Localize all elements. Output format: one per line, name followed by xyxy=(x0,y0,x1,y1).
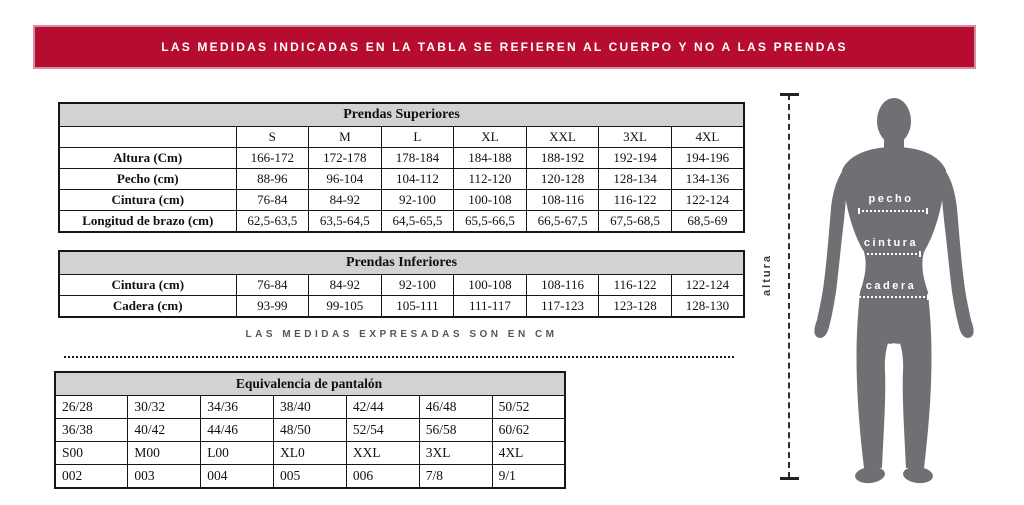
lower-garments-table xyxy=(58,250,745,318)
value-cell: 188-192 xyxy=(526,148,599,169)
value-cell: 134-136 xyxy=(671,169,744,190)
value-cell: XXL xyxy=(346,442,419,465)
table-row xyxy=(55,465,565,489)
value-cell: 194-196 xyxy=(671,148,744,169)
table-row xyxy=(59,103,744,127)
size-header-cell: L xyxy=(381,127,454,148)
value-cell: 30/32 xyxy=(128,396,201,419)
table-row xyxy=(59,190,744,211)
value-cell: 7/8 xyxy=(419,465,492,489)
value-cell: 88-96 xyxy=(236,169,309,190)
cintura-label: cintura xyxy=(863,237,919,249)
value-cell: 128-130 xyxy=(671,296,744,318)
cadera-line-right-tick xyxy=(927,294,929,300)
size-header-cell: XL xyxy=(454,127,527,148)
value-cell: 9/1 xyxy=(492,465,565,489)
value-cell: 122-124 xyxy=(671,275,744,296)
value-cell: 84-92 xyxy=(309,275,382,296)
pecho-line-right-tick xyxy=(926,208,928,214)
table-row xyxy=(55,372,565,396)
value-cell: 92-100 xyxy=(381,190,454,211)
table-row xyxy=(55,396,565,419)
value-cell: 108-116 xyxy=(526,190,599,211)
altura-dimension-line xyxy=(788,94,790,478)
value-cell: 116-122 xyxy=(599,190,672,211)
value-cell: 166-172 xyxy=(236,148,309,169)
value-cell: 26/28 xyxy=(55,396,128,419)
value-cell: 84-92 xyxy=(309,190,382,211)
value-cell: 46/48 xyxy=(419,396,492,419)
body-measurement-figure xyxy=(750,85,1024,505)
row-label-cell: Pecho (cm) xyxy=(59,169,236,190)
value-cell: 66,5-67,5 xyxy=(526,211,599,233)
value-cell: 64,5-65,5 xyxy=(381,211,454,233)
table-row xyxy=(59,251,744,275)
pants-equivalence-table xyxy=(54,371,566,489)
value-cell: 122-124 xyxy=(671,190,744,211)
value-cell: 36/38 xyxy=(55,419,128,442)
row-label-cell: Longitud de brazo (cm) xyxy=(59,211,236,233)
value-cell: 184-188 xyxy=(454,148,527,169)
value-cell: 002 xyxy=(55,465,128,489)
value-cell: 100-108 xyxy=(454,275,527,296)
cintura-line-right-tick xyxy=(919,251,921,257)
value-cell: 38/40 xyxy=(274,396,347,419)
size-header-cell: S xyxy=(236,127,309,148)
value-cell: 111-117 xyxy=(454,296,527,318)
size-header-cell: 3XL xyxy=(599,127,672,148)
value-cell: 172-178 xyxy=(309,148,382,169)
pecho-measure-line xyxy=(858,208,928,214)
value-cell: 123-128 xyxy=(599,296,672,318)
value-cell: 006 xyxy=(346,465,419,489)
value-cell: 117-123 xyxy=(526,296,599,318)
table-row xyxy=(59,211,744,233)
value-cell: 192-194 xyxy=(599,148,672,169)
value-cell: 004 xyxy=(201,465,274,489)
size-header-cell: 4XL xyxy=(671,127,744,148)
row-label-cell: Cadera (cm) xyxy=(59,296,236,318)
value-cell: S00 xyxy=(55,442,128,465)
value-cell: 40/42 xyxy=(128,419,201,442)
table-row xyxy=(59,127,744,148)
value-cell: 3XL xyxy=(419,442,492,465)
upper-garments-table xyxy=(58,102,745,233)
cadera-line-dots xyxy=(855,296,929,298)
value-cell: 120-128 xyxy=(526,169,599,190)
table-row xyxy=(59,296,744,318)
row-label-cell: Cintura (cm) xyxy=(59,190,236,211)
value-cell: 42/44 xyxy=(346,396,419,419)
pecho-label: pecho xyxy=(868,193,914,205)
value-cell: 108-116 xyxy=(526,275,599,296)
value-cell: 003 xyxy=(128,465,201,489)
value-cell: 92-100 xyxy=(381,275,454,296)
value-cell: 116-122 xyxy=(599,275,672,296)
cadera-measure-line xyxy=(855,294,929,300)
table-row xyxy=(59,148,744,169)
altura-dimension-top-cap xyxy=(780,93,799,96)
value-cell: 178-184 xyxy=(381,148,454,169)
warning-banner-text: LAS MEDIDAS INDICADAS EN LA TABLA SE REFIEREN AL CUERPO Y NO A LAS PRENDAS xyxy=(161,40,848,54)
value-cell: 96-104 xyxy=(309,169,382,190)
table-row xyxy=(59,275,744,296)
table-title: Prendas Inferiores xyxy=(59,251,744,275)
size-header-cell: M xyxy=(309,127,382,148)
value-cell: 93-99 xyxy=(236,296,309,318)
size-header-cell: XXL xyxy=(526,127,599,148)
table-title: Prendas Superiores xyxy=(59,103,744,127)
altura-label: altura xyxy=(761,254,773,296)
dotted-divider xyxy=(64,356,734,358)
row-label-cell: Cintura (cm) xyxy=(59,275,236,296)
value-cell: 112-120 xyxy=(454,169,527,190)
altura-dimension-bottom-cap xyxy=(780,477,799,480)
value-cell: 60/62 xyxy=(492,419,565,442)
units-note: LAS MEDIDAS EXPRESADAS SON EN CM xyxy=(245,329,558,340)
value-cell: 76-84 xyxy=(236,190,309,211)
row-label-cell: Altura (Cm) xyxy=(59,148,236,169)
table-title: Equivalencia de pantalón xyxy=(55,372,565,396)
value-cell: 65,5-66,5 xyxy=(454,211,527,233)
value-cell: 67,5-68,5 xyxy=(599,211,672,233)
value-cell: 56/58 xyxy=(419,419,492,442)
value-cell: 48/50 xyxy=(274,419,347,442)
value-cell: 63,5-64,5 xyxy=(309,211,382,233)
value-cell: 4XL xyxy=(492,442,565,465)
value-cell: 100-108 xyxy=(454,190,527,211)
cadera-label: cadera xyxy=(865,280,917,292)
table-row xyxy=(55,419,565,442)
table-row xyxy=(59,169,744,190)
cintura-measure-line xyxy=(862,251,921,257)
value-cell: 44/46 xyxy=(201,419,274,442)
value-cell: 005 xyxy=(274,465,347,489)
value-cell: M00 xyxy=(128,442,201,465)
value-cell: 99-105 xyxy=(309,296,382,318)
value-cell: 128-134 xyxy=(599,169,672,190)
value-cell: 105-111 xyxy=(381,296,454,318)
value-cell: 68,5-69 xyxy=(671,211,744,233)
value-cell: 52/54 xyxy=(346,419,419,442)
table-row xyxy=(55,442,565,465)
value-cell: 50/52 xyxy=(492,396,565,419)
pecho-line-dots xyxy=(858,210,928,212)
value-cell: 76-84 xyxy=(236,275,309,296)
value-cell: 104-112 xyxy=(381,169,454,190)
value-cell: 34/36 xyxy=(201,396,274,419)
value-cell: 62,5-63,5 xyxy=(236,211,309,233)
warning-banner xyxy=(33,25,976,69)
value-cell: L00 xyxy=(201,442,274,465)
value-cell: XL0 xyxy=(274,442,347,465)
empty-corner-cell xyxy=(59,127,236,148)
cintura-line-dots xyxy=(862,253,921,255)
